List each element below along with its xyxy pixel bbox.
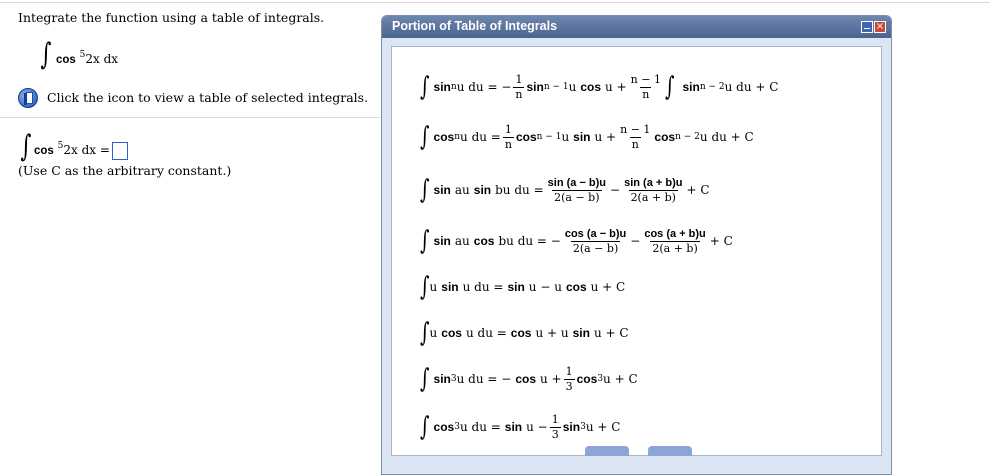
denominator: n <box>631 137 639 151</box>
denominator: 2(a + b) <box>630 190 676 204</box>
fraction <box>513 73 524 102</box>
fn-term: cos <box>565 280 587 294</box>
formula-row <box>420 117 754 157</box>
formula-text: u − u <box>528 280 562 294</box>
integral-sign: ∫ <box>420 226 430 256</box>
constant-hint: (Use C as the arbitrary constant.) <box>18 163 232 178</box>
dialog-title: Portion of Table of Integrals <box>392 19 558 33</box>
fn-term: sin <box>473 183 492 197</box>
fn-term: sin <box>573 130 591 144</box>
close-icon[interactable]: × <box>875 21 885 32</box>
exponent: 3 <box>580 422 586 432</box>
fn-term: cos <box>473 234 495 248</box>
fraction <box>550 413 561 442</box>
formula-row <box>420 313 629 353</box>
formula-text: u <box>568 80 577 94</box>
exponent: 3 <box>450 374 457 384</box>
exponent: n − 1 <box>536 132 562 142</box>
fraction <box>503 123 514 152</box>
numerator: 1 <box>515 72 523 86</box>
integral-sign: ∫ <box>664 72 675 102</box>
fn-term: cos <box>441 326 462 340</box>
numerator: 1 <box>551 412 559 426</box>
numerator: n − 1 <box>630 72 661 86</box>
top-divider <box>0 2 990 3</box>
fraction <box>563 227 628 256</box>
formula-text: u + <box>594 130 617 144</box>
fn-term: cos <box>433 130 455 144</box>
integral-sign: ∫ <box>40 37 52 72</box>
question-prompt: Integrate the function using a table of integrals. <box>18 10 325 25</box>
fraction <box>642 227 707 256</box>
formula-text: u + u <box>535 326 569 340</box>
dialog-button[interactable] <box>648 446 692 456</box>
fn-term: sin <box>433 372 451 386</box>
exponent: 5 <box>57 141 64 151</box>
formula-text: u + C <box>593 326 629 340</box>
exponent: 5 <box>79 50 86 60</box>
formula-text: u du = <box>460 130 501 144</box>
fn-term: cos <box>510 326 532 340</box>
integral-sign: ∫ <box>20 129 32 164</box>
exponent: 3 <box>454 422 460 432</box>
exponent: n − 1 <box>543 82 569 92</box>
integrand-argument: 2x dx <box>63 143 97 157</box>
fn-term: cos <box>576 372 598 386</box>
integral-sign: ∫ <box>420 122 430 152</box>
answer-input[interactable] <box>112 142 128 160</box>
numerator: 1 <box>565 364 573 378</box>
fraction <box>622 176 684 205</box>
equals-sign: = <box>99 143 110 157</box>
formula-text: u <box>561 130 570 144</box>
fn-term: sin <box>682 80 700 94</box>
fraction <box>618 123 652 152</box>
formula-text: u du + C <box>699 130 754 144</box>
integral-sign: ∫ <box>420 364 430 394</box>
fn-term: cos <box>654 130 676 144</box>
function-name: cos <box>56 54 76 66</box>
dialog-titlebar[interactable] <box>382 16 891 38</box>
formula-text: u du = <box>462 280 504 294</box>
fn-term: cos <box>433 420 455 434</box>
fraction <box>546 176 608 205</box>
integral-sign: ∫ <box>420 412 430 442</box>
formula-row <box>420 267 625 307</box>
integral-sign: ∫ <box>420 318 430 348</box>
minimize-icon[interactable] <box>861 21 873 33</box>
fn-term: sin <box>433 80 451 94</box>
formula-text: u du + C <box>724 80 779 94</box>
formula-text: u + C <box>603 372 638 386</box>
formula-text: u du = <box>459 420 501 434</box>
denominator: 2(a − b) <box>554 190 600 204</box>
formula-text: u + C <box>585 420 621 434</box>
fn-term: sin <box>504 420 523 434</box>
formula-text: u + <box>605 80 627 94</box>
fn-term: cos <box>515 130 537 144</box>
formula-text: u du = <box>465 326 507 340</box>
denominator: 3 <box>565 379 573 393</box>
exponent: n − 2 <box>699 82 725 92</box>
fraction <box>629 73 663 102</box>
fn-term: sin <box>572 326 590 340</box>
integrals-table-dialog <box>381 15 892 475</box>
exponent: n <box>454 132 461 142</box>
fraction <box>564 365 575 394</box>
help-text: Click the icon to view a table of selected integrals. <box>47 90 369 105</box>
formula-text: u + <box>540 372 562 386</box>
formula-text: u du = − <box>456 372 512 386</box>
table-icon[interactable] <box>18 88 38 108</box>
exponent: n <box>450 82 457 92</box>
formula-text: u <box>429 280 438 294</box>
numerator: cos (a − b)u <box>564 227 627 240</box>
denominator: 3 <box>551 427 559 441</box>
exponent: n − 2 <box>675 132 700 142</box>
formula-row <box>420 359 638 399</box>
fn-term: sin <box>562 420 581 434</box>
formula-row <box>420 170 710 210</box>
function-name: cos <box>34 145 54 157</box>
fn-term: cos <box>515 372 537 386</box>
integrand-argument: 2x dx <box>85 52 119 66</box>
numerator: cos (a + b)u <box>644 227 706 240</box>
formula-text: − <box>610 183 621 197</box>
formula-row <box>420 221 733 261</box>
formula-text: u <box>429 326 438 340</box>
formula-row <box>420 67 778 107</box>
denominator: n <box>515 87 523 101</box>
integral-sign: ∫ <box>420 175 430 205</box>
formula-text: − <box>630 234 641 248</box>
fn-term: sin <box>433 183 451 197</box>
integral-sign: ∫ <box>420 272 430 302</box>
section-divider <box>0 117 380 118</box>
denominator: n <box>642 87 650 101</box>
fn-term: sin <box>433 234 451 248</box>
formula-text: + C <box>686 183 710 197</box>
numerator: sin (a + b)u <box>624 176 683 189</box>
formula-text: bu du = <box>495 183 544 197</box>
exponent: 3 <box>597 374 604 384</box>
formula-text: u + C <box>590 280 626 294</box>
numerator: 1 <box>504 122 512 136</box>
formula-text: au <box>454 234 470 248</box>
fn-term: cos <box>580 80 602 94</box>
formula-row <box>420 407 620 447</box>
denominator: 2(a + b) <box>652 241 698 255</box>
formula-text: u − <box>526 420 548 434</box>
numerator: sin (a − b)u <box>547 176 607 189</box>
formula-text: + C <box>709 234 733 248</box>
formula-text: bu du = − <box>498 234 561 248</box>
denominator: 2(a − b) <box>572 241 619 255</box>
fn-term: sin <box>526 80 544 94</box>
numerator: n − 1 <box>620 122 651 136</box>
fn-term: sin <box>441 280 459 294</box>
dialog-button[interactable] <box>585 446 629 456</box>
formula-table <box>391 46 882 456</box>
integral-sign: ∫ <box>420 72 430 102</box>
fn-term: sin <box>507 280 525 294</box>
denominator: n <box>504 137 512 151</box>
formula-text: au <box>454 183 470 197</box>
formula-text: u du = − <box>456 80 512 94</box>
